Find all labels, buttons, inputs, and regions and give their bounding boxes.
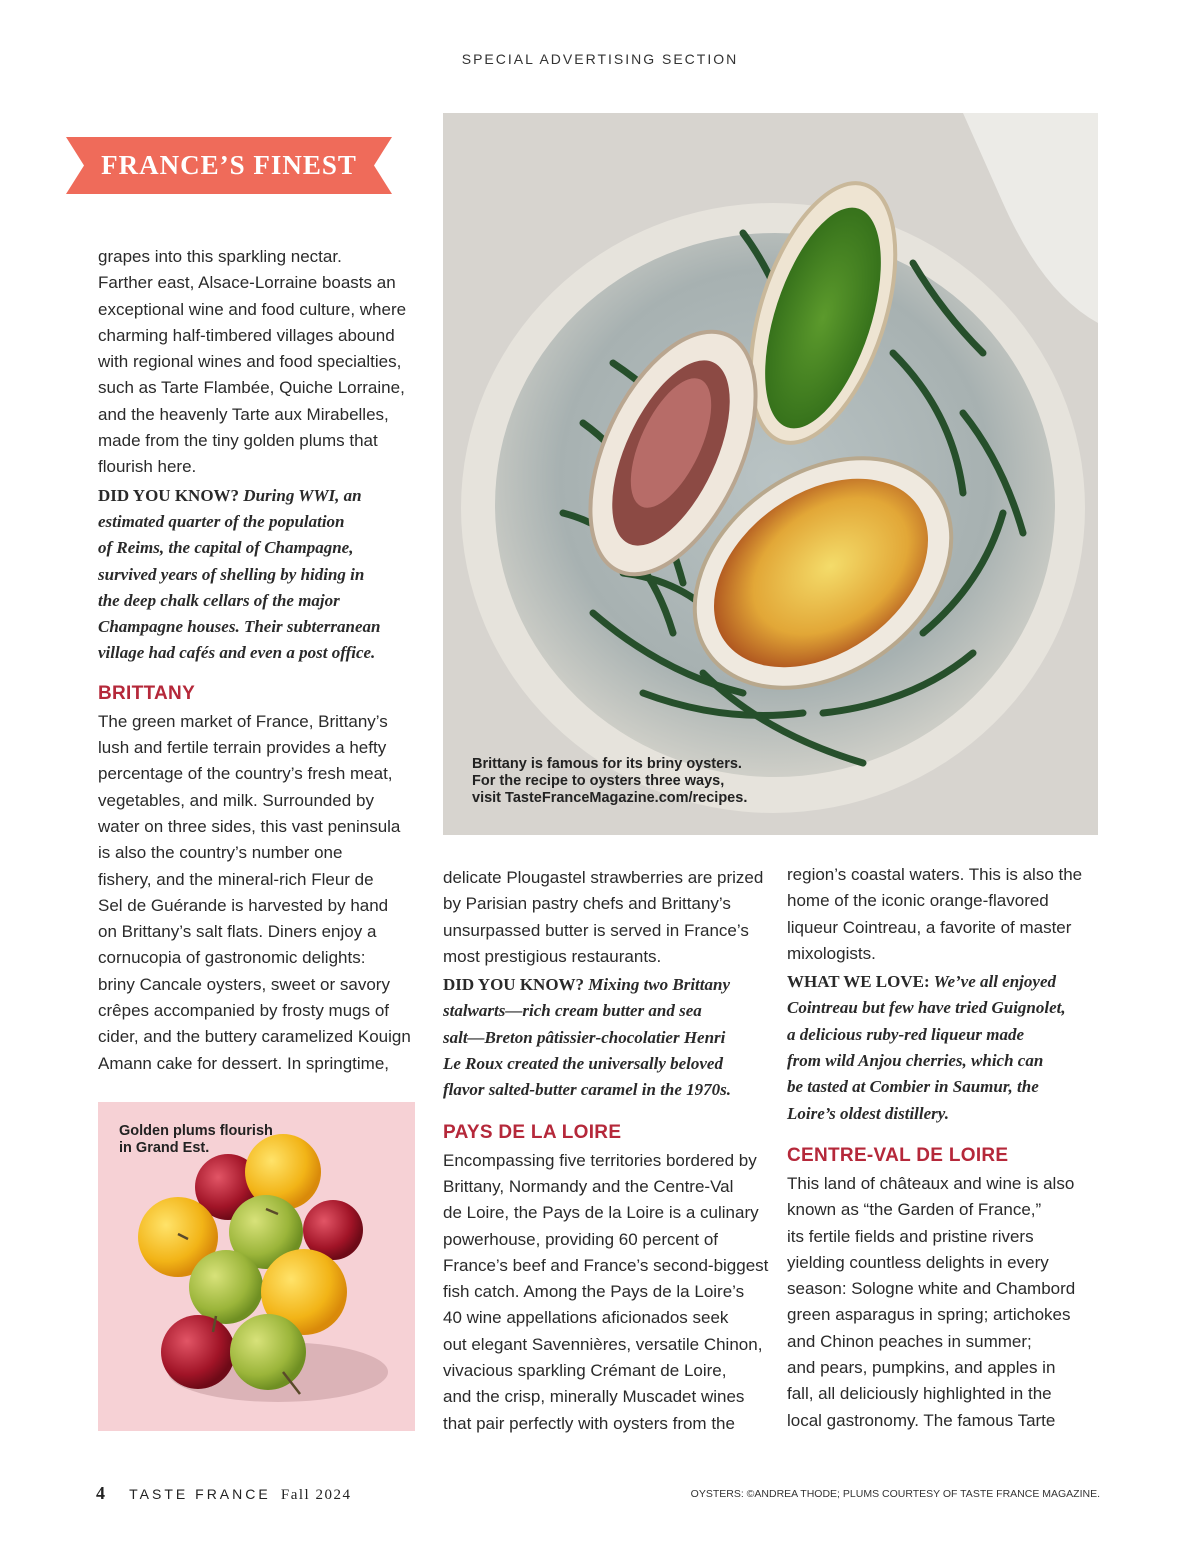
brittany-line: on Brittany’s salt flats. Diners enjoy a: [98, 922, 377, 942]
brittany-line: percentage of the country’s fresh meat,: [98, 764, 393, 784]
intro-line: made from the tiny golden plums that: [98, 431, 378, 451]
plum-caption: [119, 1123, 273, 1157]
loire-line: out elegant Savennières, versatile Chinon,: [443, 1334, 763, 1354]
brittany-line: cornucopia of gastronomic delights:: [98, 948, 366, 968]
what-we-love-label: WHAT WE LOVE:: [787, 972, 930, 992]
loire-line: fish catch. Among the Pays de la Loire’s: [443, 1282, 745, 1302]
intro-line: Farther east, Alsace-Lorraine boasts an: [98, 273, 396, 293]
centre-line: green asparagus in spring; artichokes: [787, 1305, 1071, 1325]
brittany-line: Sel de Guérande is harvested by hand: [98, 895, 389, 915]
issue-label: Fall 2024: [280, 1487, 352, 1503]
centre-line: local gastronomy. The famous Tarte: [787, 1410, 1056, 1430]
photo-credits: OYSTERS: ©ANDREA THODE; PLUMS COURTESY OF TASTE FRANCE MAGAZINE.: [690, 1488, 1100, 1500]
loire-line: France’s beef and France’s second-biggest: [443, 1255, 769, 1275]
brittany-heading: BRITTANY: [98, 682, 196, 704]
centre-line: fall, all deliciously highlighted in the: [787, 1384, 1052, 1404]
wwl-line: a delicious ruby-red liqueur made: [787, 1024, 1025, 1044]
dyk-line: salt—Breton pâtissier-chocolatier Henri: [443, 1027, 726, 1047]
dyk-line: Le Roux created the universally beloved: [443, 1054, 723, 1074]
caption-line: For the recipe to oysters three ways,: [472, 773, 725, 789]
brittany-line: Amann cake for dessert. In springtime,: [98, 1053, 390, 1073]
centre-line: This land of châteaux and wine is also: [787, 1173, 1075, 1193]
did-you-know-label: DID YOU KNOW?: [98, 485, 240, 505]
loire-line: Encompassing five territories bordered by: [443, 1150, 757, 1170]
caption-line: in Grand Est.: [119, 1140, 210, 1156]
centre-line: known as “the Garden of France,”: [787, 1200, 1042, 1220]
wwl-line: be tasted at Combier in Saumur, the: [787, 1077, 1039, 1097]
oyster-illustration: [443, 113, 1098, 835]
magazine-name: TASTE FRANCE: [129, 1486, 271, 1502]
pays-de-la-loire-heading: PAYS DE LA LOIRE: [443, 1121, 622, 1143]
centre-line: season: Sologne white and Chambord: [787, 1279, 1076, 1299]
page-footer: [96, 1483, 351, 1504]
wwl-line: from wild Anjou cherries, which can: [787, 1051, 1044, 1071]
did-you-know-label: DID YOU KNOW?: [443, 975, 585, 995]
section-label: SPECIAL ADVERTISING SECTION: [461, 51, 739, 67]
brittany-line: briny Cancale oysters, sweet or savory: [98, 974, 390, 994]
intro-line: and the heavenly Tarte aux Mirabelles,: [98, 404, 389, 424]
intro-line: such as Tarte Flambée, Quiche Lorraine,: [98, 378, 405, 398]
dyk-line: survived years of shelling by hiding in: [98, 564, 365, 584]
caption-line: Brittany is famous for its briny oysters.: [472, 756, 742, 772]
centre-line: its fertile fields and pristine rivers: [787, 1226, 1034, 1246]
dyk-line: Champagne houses. Their subterranean: [98, 617, 381, 637]
loire-line: vivacious sparkling Crémant de Loire,: [443, 1361, 727, 1381]
title-banner: [66, 137, 392, 194]
plum-photo: [98, 1102, 415, 1431]
centre-line: and Chinon peaches in summer;: [787, 1331, 1032, 1351]
column-3: [787, 862, 1117, 1434]
loire-line: 40 wine appellations aficionados seek: [443, 1308, 729, 1328]
column-1: [98, 244, 428, 1077]
centre-line: and pears, pumpkins, and apples in: [787, 1358, 1056, 1378]
col3-line: region’s coastal waters. This is also the: [787, 865, 1083, 884]
centre-line: yielding countless delights in every: [787, 1252, 1049, 1272]
caption-line: visit TasteFranceMagazine.com/recipes.: [472, 790, 748, 806]
page-number: 4: [96, 1483, 105, 1503]
col2-line: unsurpassed butter is served in France’s: [443, 920, 749, 940]
loire-line: and the crisp, minerally Muscadet wines: [443, 1387, 745, 1407]
dyk-line: flavor salted-butter caramel in the 1970s.: [443, 1080, 732, 1100]
intro-line: flourish here.: [98, 457, 197, 477]
dyk-line: of Reims, the capital of Champagne,: [98, 538, 354, 558]
col3-line: mixologists.: [787, 943, 876, 963]
intro-line: charming half-timbered villages abound: [98, 325, 395, 345]
wwl-line: Cointreau but few have tried Guignolet,: [787, 998, 1066, 1018]
brittany-line: lush and fertile terrain provides a hefty: [98, 738, 387, 758]
dyk-line: Mixing two Brittany: [584, 975, 730, 995]
did-you-know-box: [443, 972, 773, 1103]
column-2: [443, 865, 773, 1437]
dyk-line: village had cafés and even a post office.: [98, 643, 376, 663]
dyk-line: estimated quarter of the population: [98, 511, 345, 531]
loire-line: that pair perfectly with oysters from the: [443, 1413, 735, 1433]
loire-line: de Loire, the Pays de la Loire is a culinary: [443, 1203, 759, 1223]
wwl-line: We’ve all enjoyed: [929, 972, 1056, 992]
intro-line: exceptional wine and food culture, where: [98, 299, 407, 319]
wwl-line: Loire’s oldest distillery.: [787, 1103, 949, 1123]
oyster-caption: [472, 756, 747, 807]
brittany-line: fishery, and the mineral-rich Fleur de: [98, 869, 374, 889]
dyk-line: the deep chalk cellars of the major: [98, 590, 340, 610]
col2-line: delicate Plougastel strawberries are prized: [443, 868, 764, 887]
dyk-line: stalwarts—rich cream butter and sea: [443, 1001, 702, 1021]
brittany-line: cider, and the buttery caramelized Kouign: [98, 1027, 411, 1047]
col2-line: by Parisian pastry chefs and Brittany’s: [443, 894, 731, 914]
brittany-line: water on three sides, this vast peninsula: [98, 816, 401, 836]
did-you-know-box: [98, 483, 428, 667]
dyk-line: During WWI, an: [239, 485, 362, 505]
brittany-line: vegetables, and milk. Surrounded by: [98, 790, 374, 810]
centre-val-de-loire-heading: CENTRE-VAL DE LOIRE: [787, 1144, 1009, 1166]
brittany-line: crêpes accompanied by frosty mugs of: [98, 1001, 390, 1021]
loire-line: powerhouse, providing 60 percent of: [443, 1229, 719, 1249]
col3-line: home of the iconic orange-flavored: [787, 891, 1049, 911]
col3-line: liqueur Cointreau, a favorite of master: [787, 917, 1072, 937]
col2-line: most prestigious restaurants.: [443, 946, 662, 966]
oyster-photo: [443, 113, 1098, 835]
brittany-line: is also the country’s number one: [98, 843, 343, 863]
loire-line: Brittany, Normandy and the Centre-Val: [443, 1176, 734, 1196]
brittany-line: The green market of France, Brittany’s: [98, 711, 388, 731]
intro-line: grapes into this sparkling nectar.: [98, 247, 342, 266]
intro-line: with regional wines and food specialties,: [98, 352, 402, 372]
what-we-love-box: [787, 969, 1117, 1127]
caption-line: Golden plums flourish: [119, 1123, 273, 1139]
banner-title: FRANCE’S FINEST: [101, 150, 357, 180]
